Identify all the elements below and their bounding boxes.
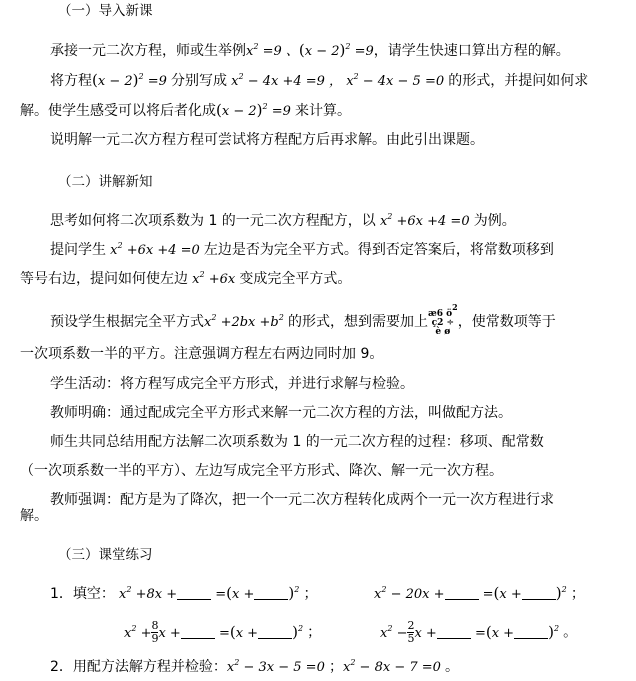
text-span: ；	[570, 586, 585, 602]
text-span: 承接一元二次方程，师或生举例	[50, 43, 246, 59]
paragraph-line	[50, 241, 554, 260]
paragraph-line	[50, 302, 556, 337]
paragraph-line	[50, 71, 588, 91]
text-span: ，请学生快速口算出方程的解。	[373, 43, 570, 59]
exercise-1-row-1	[50, 584, 317, 604]
fraction: $\frac{2}{5}$	[407, 619, 415, 645]
equation: $(x - 2)^2 =9$	[216, 101, 296, 119]
text-span: 预设学生根据完全平方式	[50, 314, 204, 330]
equation: $x^2$ +	[124, 623, 152, 641]
equation: $x^2 +8x + =(x + )^2$	[114, 584, 300, 602]
equation: $x^2 - 3x - 5 =0$	[226, 658, 329, 675]
equation: $(x - 2)^2 =9$	[92, 71, 172, 89]
equation: $x^2 +6x +4 =0$	[106, 241, 204, 258]
exercise-2	[50, 658, 459, 677]
equation: $x + =(x + )^2$	[158, 622, 304, 641]
paragraph-line	[50, 212, 516, 231]
equation: $x^2 =9$ 、$(x - 2)^2 =9$	[246, 41, 374, 59]
section-heading-2: （二）讲解新知	[58, 174, 153, 190]
paragraph-line: 教师强调：配方是为了降次，把一个一元二次方程转化成两个一元一次方程进行求	[50, 492, 554, 508]
paragraph-line: 师生共同总结用配方法解二次项系数为 1 的一元二次方程的过程：移项、配常数	[50, 434, 544, 450]
text-span: 来计算。	[295, 103, 352, 119]
paragraph-line: 解。	[20, 508, 48, 524]
text-span: 。	[445, 659, 460, 675]
section-heading-3: （三）课堂练习	[58, 547, 153, 563]
paragraph-line: （一次项系数一半的平方）、左边写成完全平方形式、降次、解一元一次方程。	[20, 463, 503, 479]
paragraph-line: 一次项系数一半的平方。注意强调方程左右两边同时加 9。	[20, 346, 384, 362]
paragraph-line	[50, 41, 570, 61]
paragraph-line: 学生活动：将方程写成完全平方形式，并进行求解与检验。	[50, 376, 414, 392]
text-span: 的形式，并提问如何求	[448, 73, 589, 89]
equation: $x^2 - 4x +4 =9$ ， $x^2 - 4x - 5 =0$	[227, 72, 449, 89]
section-heading-1: （一）导入新课	[58, 3, 153, 19]
paragraph-line	[20, 101, 351, 121]
question-label: 2．用配方法解方程并检验：	[50, 659, 227, 675]
equation: $x^2 +6x +4 =0$	[375, 212, 474, 229]
text-span: 为例。	[473, 213, 516, 229]
text-span: ；	[303, 586, 318, 602]
equation: $x + =(x + )^2$	[414, 622, 560, 641]
paragraph-line: 说明解一元二次方程方程可尝试将方程配方后再求解。由此引出课题。	[50, 132, 484, 148]
text-span: 将方程	[50, 73, 92, 89]
text-span: 分别写成	[171, 73, 228, 89]
exercise-1-row-2b	[380, 620, 577, 645]
text-span: 提问学生	[50, 242, 106, 258]
text-span: 等号右边，提问如何使左边	[20, 271, 188, 287]
equation: $x^2$ −	[380, 623, 408, 641]
text-span: 。	[563, 624, 578, 641]
exercise-1-row-2	[124, 620, 321, 645]
paragraph-line	[20, 270, 351, 289]
text-span: ，使常数项等于	[457, 314, 556, 330]
equation: $x^2 +6x$	[188, 270, 240, 287]
text-span: ；	[307, 624, 322, 641]
equation: $x^2 - 8x - 7 =0$	[342, 658, 446, 675]
text-span: 左边是否为完全平方式。得到否定答案后，将常数项移到	[203, 242, 554, 258]
fraction: $\frac{8}{9}$	[151, 619, 159, 645]
exercise-1-row-1b	[374, 584, 585, 604]
text-span: 思考如何将二次项系数为 1 的一元二次方程配方，以	[50, 213, 376, 229]
equation: $x^2 - 20x + =(x + )^2$	[374, 584, 567, 602]
question-label: 1．填空：	[50, 586, 115, 602]
text-span: 变成完全平方式。	[239, 271, 352, 287]
text-span: ；	[328, 659, 343, 675]
text-span: 解。使学生感受可以将后者化成	[20, 103, 216, 119]
equation: $x^2 +2bx +b^2$	[204, 313, 284, 330]
paragraph-line: 教师明确：通过配成完全平方形式来解一元二次方程的方法，叫做配方法。	[50, 405, 512, 421]
garbled-formula-image: æ6 $ö^2$ ç2 ÷ è ø	[427, 302, 458, 337]
text-span: 的形式，想到需要加上	[287, 314, 428, 330]
